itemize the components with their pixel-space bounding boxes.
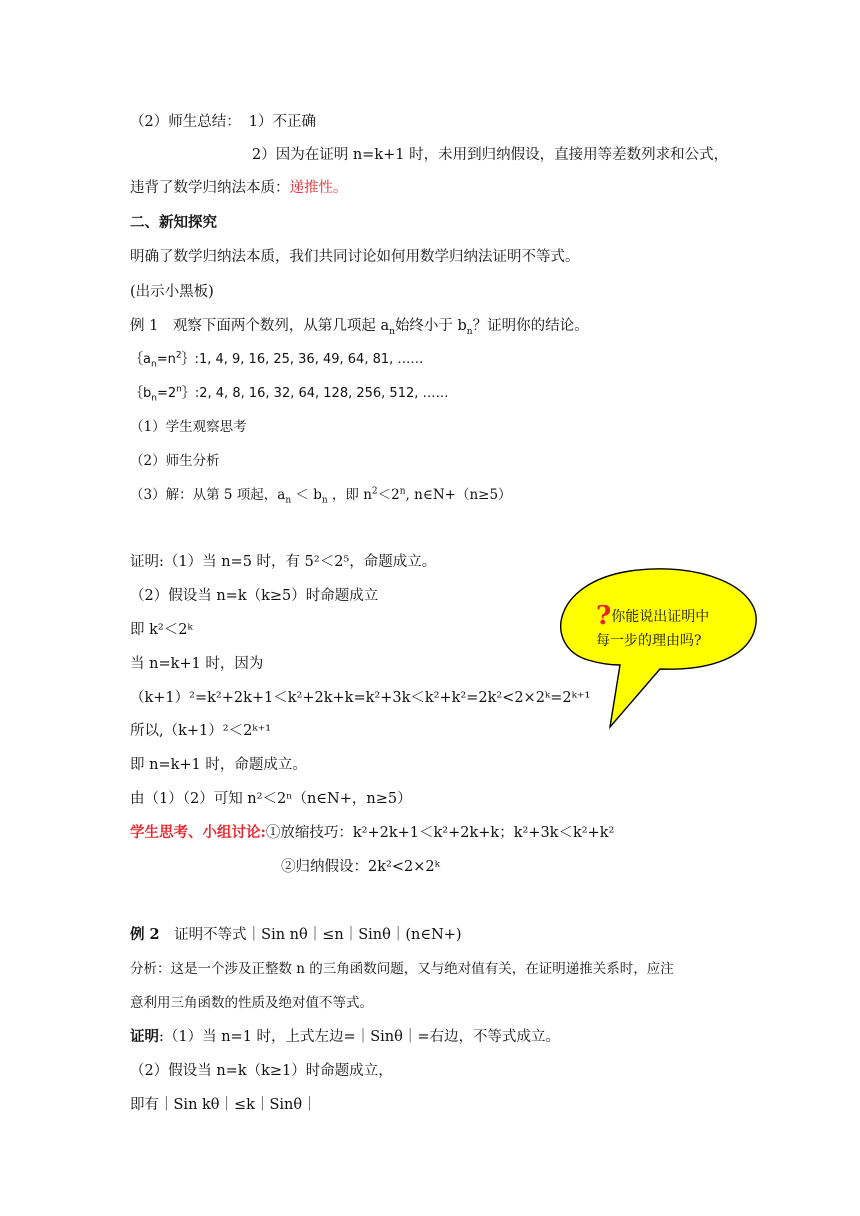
proof-step-6: 所以,（k+1）²＜2ᵏ⁺¹ <box>130 723 272 739</box>
proof-step-1: 证明:（1）当 n=5 时，有 5²＜2⁵，命题成立。 <box>130 554 437 570</box>
keyword-recursive: 递推性。 <box>289 180 348 196</box>
analysis-line-1: 分析：这是一个涉及正整数 n 的三角函数问题，又与绝对值有关，在证明递推关系时，应注 <box>130 961 674 977</box>
proof-step-2: （2）假设当 n=k（k≥5）时命题成立 <box>130 588 379 604</box>
analysis-line-2: 意利用三角函数的性质及绝对值不等式。 <box>130 995 373 1011</box>
example-2-title: 例 2 证明不等式｜Sin nθ｜≤n｜Sinθ｜(n∈N+) <box>130 926 462 943</box>
step-2: （2）师生分析 <box>130 453 220 469</box>
summary-line: （2）师生总结： 1）不正确 <box>130 114 316 130</box>
question-mark-icon: ? <box>596 601 612 631</box>
blackboard-note: (出示小黑板) <box>130 284 214 300</box>
summary-line-3: 违背了数学归纳法本质：递推性。 <box>130 180 348 196</box>
example-2-proof-1: 证明:（1）当 n=1 时，上式左边=｜Sinθ｜=右边，不等式成立。 <box>130 1028 560 1045</box>
step-1: （1）学生观察思考 <box>130 419 247 435</box>
example-1-title: 例 1 观察下面两个数列，从第几项起 $a_n$始终小于 $b_n$？证明你的结论。 <box>130 318 589 337</box>
proof-conclusion: 由（1）（2）可知 n²＜2ⁿ（n∈N+，n≥5） <box>130 791 412 807</box>
bubble-text: ?你能说出证明中 每一步的理由吗? <box>596 601 710 649</box>
discussion-line-2: ②归纳假设：2k²<2×2ᵏ <box>281 859 440 875</box>
example-2-proof-2: （2）假设当 n=k（k≥1）时命题成立， <box>130 1063 393 1079</box>
proof-step-3: 即 k²＜2ᵏ <box>130 622 193 638</box>
sequence-a: $\{a_n=n^2\}:1$, 4, 9, 16, 25, 36, 49, 64, 81, …… <box>130 350 424 370</box>
step-3: （3）解：从第 5 项起，$a_n < b_n$ ，即 $n^2<2^n$, n∈N+（n≥5） <box>130 486 512 506</box>
discussion-label: 学生思考、小组讨论: <box>130 824 266 841</box>
sequence-b: $\{b_n=2^n\}:2$, 4, 8, 16, 32, 64, 128, 256, 512, …… <box>130 384 449 404</box>
discussion-line-1: 学生思考、小组讨论:①放缩技巧：k²+2k+1＜k²+2k+k；k²+3k＜k²+k² <box>130 824 615 841</box>
proof-step-7: 即 n=k+1 时，命题成立。 <box>130 757 307 773</box>
proof-step-5: （k+1）²=k²+2k+1＜k²+2k+k=k²+3k＜k²+k²=2k²<2×2ᵏ=2ᵏ⁺¹ <box>130 690 591 706</box>
section-heading: 二、新知探究 <box>130 214 217 231</box>
summary-line-2: 2）因为在证明 n=k+1 时，未用到归纳假设，直接用等差数列求和公式， <box>252 147 729 163</box>
example-2-proof-3: 即有｜Sin kθ｜≤k｜Sinθ｜ <box>130 1097 317 1113</box>
proof-step-4: 当 n=k+1 时，因为 <box>130 656 264 672</box>
intro-text: 明确了数学归纳法本质，我们共同讨论如何用数学归纳法证明不等式。 <box>130 249 580 265</box>
